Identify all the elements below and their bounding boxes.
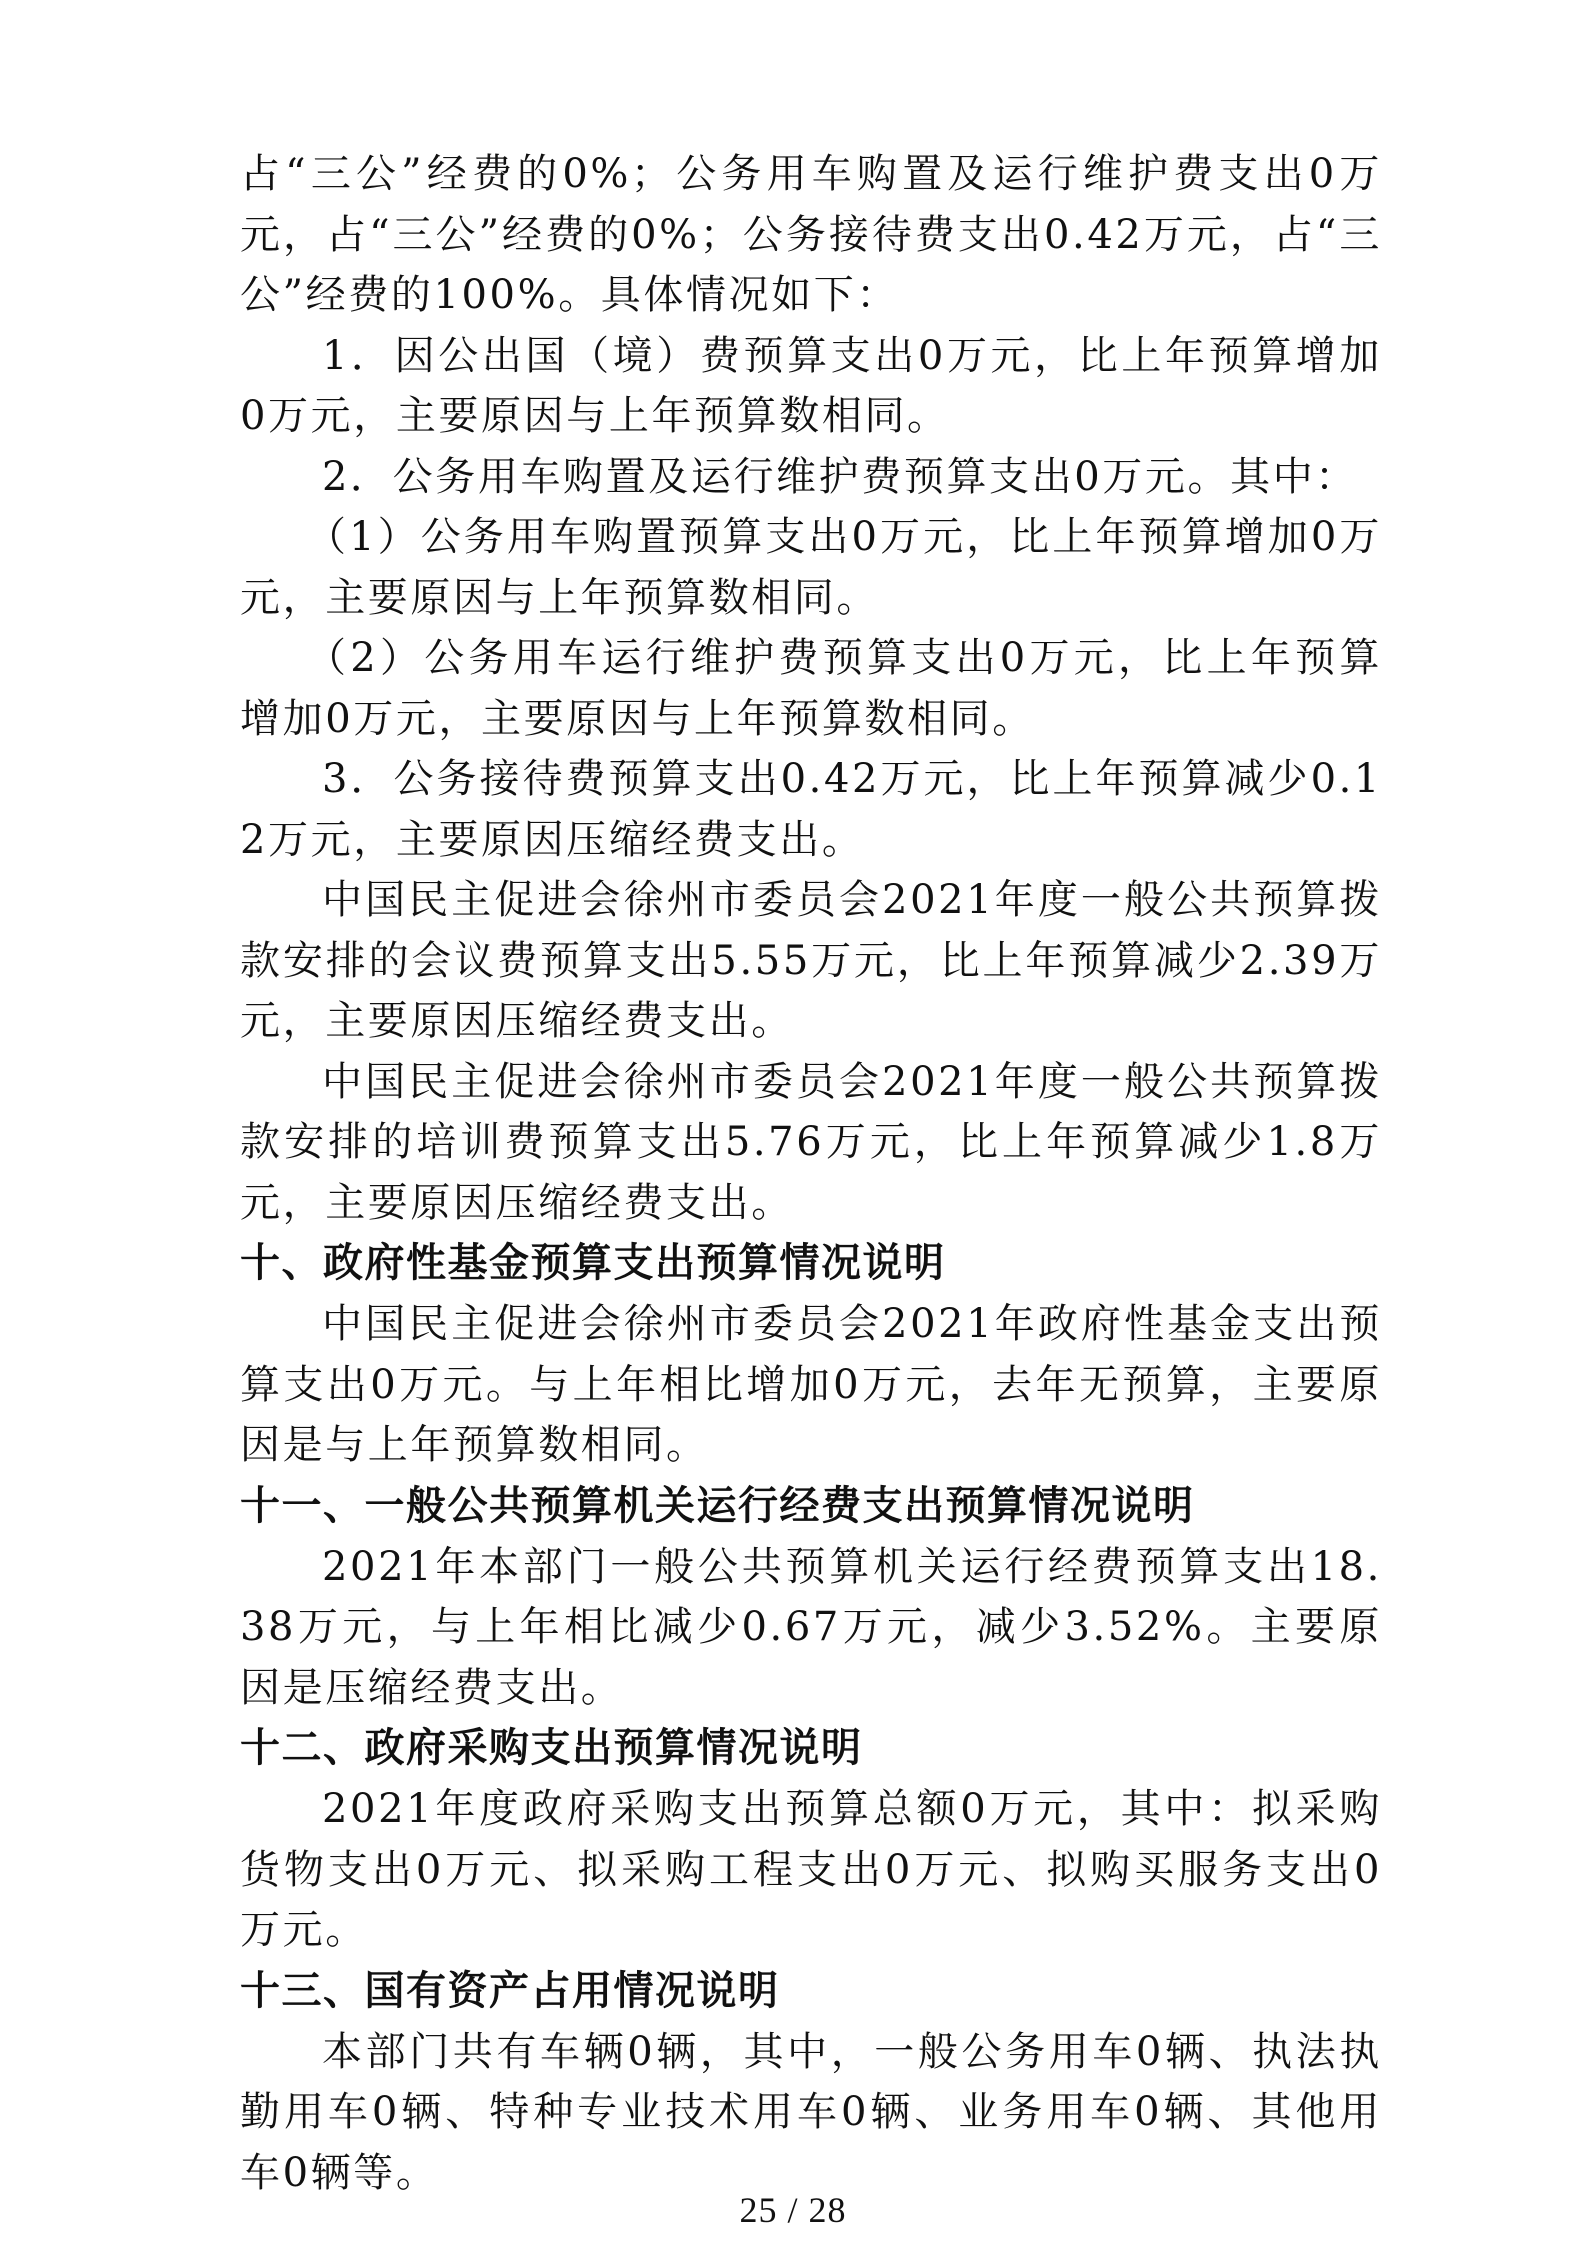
section-body-operating-expenses: 2021年本部门一般公共预算机关运行经费预算支出18.38万元，与上年相比减少0.67万元，减少3.52%。主要原因是压缩经费支出。 — [240, 1543, 1382, 1711]
section-body-government-fund: 中国民主促进会徐州市委员会2021年政府性基金支出预算支出0万元。与上年相比增加0万元，去年无预算，主要原因是与上年预算数相同。 — [240, 1301, 1382, 1468]
paragraph-item-2-1-vehicle-purchase: （1）公务用车购置预算支出0万元，比上年预算增加0万元，主要原因与上年预算数相同。 — [240, 514, 1382, 621]
page-content — [240, 144, 1382, 2203]
paragraph-item-1-overseas: 1．因公出国（境）费预算支出0万元，比上年预算增加0万元，主要原因与上年预算数相同。 — [240, 332, 1382, 439]
paragraph-meeting-fee: 中国民主促进会徐州市委员会2021年度一般公共预算拨款安排的会议费预算支出5.55万元，比上年预算减少2.39万元，主要原因压缩经费支出。 — [240, 877, 1382, 1044]
section-heading-government-fund: 十、政府性基金预算支出预算情况说明 — [240, 1240, 946, 1286]
section-heading-state-assets: 十三、国有资产占用情况说明 — [240, 1967, 780, 2014]
section-heading-operating-expenses: 十一、一般公共预算机关运行经费支出预算情况说明 — [240, 1482, 1195, 1529]
page-number: 25 / 28 — [739, 2190, 847, 2230]
section-body-state-assets: 本部门共有车辆0辆，其中，一般公务用车0辆、执法执勤用车0辆、特种专业技术用车0辆、业务用车0辆、其他用车0辆等。 — [240, 2028, 1382, 2196]
paragraph-item-2-2-vehicle-maintenance: （2）公务用车运行维护费预算支出0万元，比上年预算增加0万元，主要原因与上年预算数相同。 — [240, 635, 1382, 742]
paragraph-item-3-reception: 3．公务接待费预算支出0.42万元，比上年预算减少0.12万元，主要原因压缩经费支出。 — [240, 756, 1382, 863]
paragraph-training-fee: 中国民主促进会徐州市委员会2021年度一般公共预算拨款安排的培训费预算支出5.76万元，比上年预算减少1.8万元，主要原因压缩经费支出。 — [240, 1058, 1382, 1226]
section-body-procurement: 2021年度政府采购支出预算总额0万元，其中：拟采购货物支出0万元、拟采购工程支出0万元、拟购买服务支出0万元。 — [240, 1786, 1382, 1953]
paragraph-item-2-vehicles: 2．公务用车购置及运行维护费预算支出0万元。其中： — [322, 453, 1358, 500]
paragraph-three-public-summary: 占“三公”经费的0%；公务用车购置及运行维护费支出0万元，占“三公”经费的0%；公务接待费支出0.42万元，占“三公”经费的100%。具体情况如下： — [240, 151, 1382, 318]
section-heading-procurement: 十二、政府采购支出预算情况说明 — [240, 1725, 863, 1771]
